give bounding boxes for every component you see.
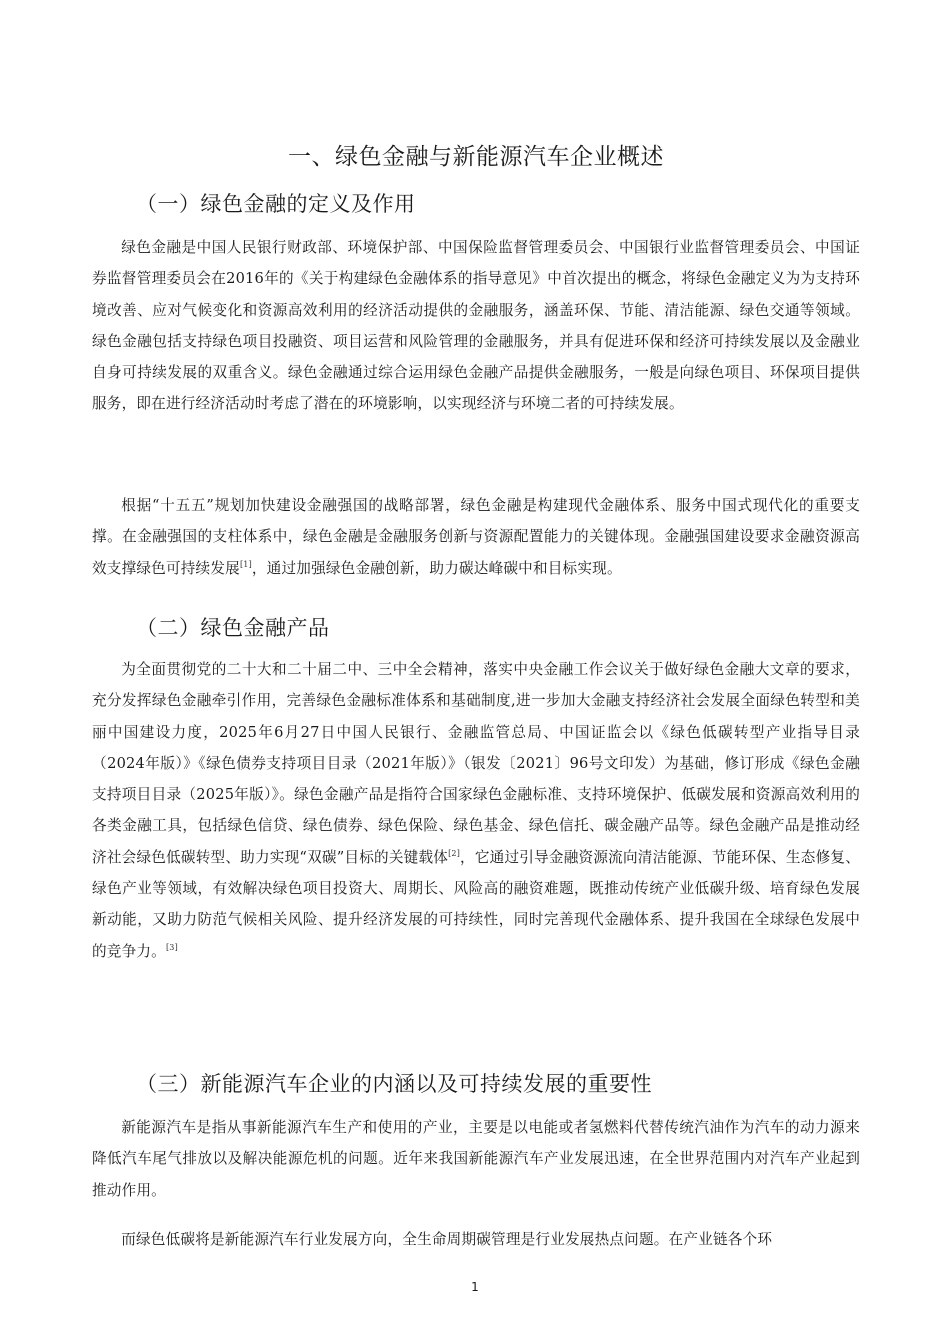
paragraph-text: 绿色金融是中国人民银行财政部、环境保护部、中国保险监督管理委员会、中国银行业监督管理委员会、中国证券监督管理委员会在2016年的《关于构建绿色金融体系的指导意见》中首次提出的概念，将绿色金融定义为为支持环境改善、应对气候变化和资源高效利用的经济活动提供的金融服务，涵盖环保、节能、清洁能源、绿色交通等领域。绿色金融包括支持绿色项目投融资、项目运营和风险管理的金融服务，并具有促进环保和经济可持续发展以及金融业自身可持续发展的双重含义。绿色金融通过综合运用绿色金融产品提供金融服务，一般是向绿色项目、环保项目提供服务，即在进行经济活动时考虑了潜在的环境影响，以实现经济与环境二者的可持续发展。: [92, 239, 860, 413]
paragraph-1-1: [92, 232, 860, 420]
page-title: 一、绿色金融与新能源汽车企业概述: [288, 144, 664, 170]
document-page: [92, 0, 860, 1344]
paragraph-text: ，它通过引导金融资源流向清洁能源、节能环保、生态修复、绿色产业等领域，有效解决绿色项目投资大、周期长、风险高的融资难题，既推动传统产业低碳升级、培育绿色发展新动能，又助力防范气候相关风险、提升经济发展的可持续性，同时完善现代金融体系、提升我国在全球绿色发展中的竞争力。: [92, 848, 860, 960]
section-heading-2: （二）绿色金融产品: [136, 616, 330, 640]
section-heading-3: （三）新能源汽车企业的内涵以及可持续发展的重要性: [136, 1072, 652, 1096]
paragraph-text: 新能源汽车是指从事新能源汽车生产和使用的产业，主要是以电能或者氢燃料代替传统汽油作为汽车的动力源来降低汽车尾气排放以及解决能源危机的问题。近年来我国新能源汽车产业发展迅速，在全世界范围内对汽车产业起到推动作用。: [92, 1119, 860, 1199]
citation-ref[interactable]: [2]: [448, 848, 461, 858]
paragraph-text: ，通过加强绿色金融创新，助力碳达峰碳中和目标实现。: [251, 559, 622, 577]
section-heading-1: （一）绿色金融的定义及作用: [136, 192, 416, 216]
paragraph-3-2: [92, 1224, 860, 1255]
citation-ref[interactable]: [3]: [165, 942, 178, 952]
paragraph-text: 而绿色低碳将是新能源汽车行业发展方向，全生命周期碳管理是行业发展热点问题。在产业链各个环: [121, 1231, 773, 1248]
page-number: 1: [471, 1280, 479, 1294]
paragraph-text: 为全面贯彻党的二十大和二十届二中、三中全会精神，落实中央金融工作会议关于做好绿色金融大文章的要求，充分发挥绿色金融牵引作用，完善绿色金融标准体系和基础制度,进一步加大金融支持经济社会发展全面绿色转型和美丽中国建设力度，2025年6月27日中国人民银行、金融监管总局、中国证监会以《绿色低碳转型产业指导目录（2024年版）》《绿色债券支持项目目录（2021年版）》（银发〔2021〕96号文印发）为基础，修订形成《绿色金融支持项目目录（2025年版）》。绿色金融产品是指符合国家绿色金融标准、支持环境保护、低碳发展和资源高效利用的各类金融工具，包括绿色信贷、绿色债券、绿色保险、绿色基金、绿色信托、碳金融产品等。绿色金融产品是推动经济社会绿色低碳转型、助力实现“双碳”目标的关键载体: [92, 661, 860, 866]
paragraph-3-1: [92, 1112, 860, 1206]
paragraph-text: 根据“十五五”规划加快建设金融强国的战略部署，绿色金融是构建现代金融体系、服务中国式现代化的重要支撑。在金融强国的支柱体系中，绿色金融是金融服务创新与资源配置能力的关键体现。金融强国建设要求金融资源高效支撑绿色可持续发展: [92, 497, 860, 577]
citation-ref[interactable]: [1]: [239, 559, 252, 569]
paragraph-1-2: [92, 490, 860, 584]
paragraph-2-1: [92, 654, 860, 967]
